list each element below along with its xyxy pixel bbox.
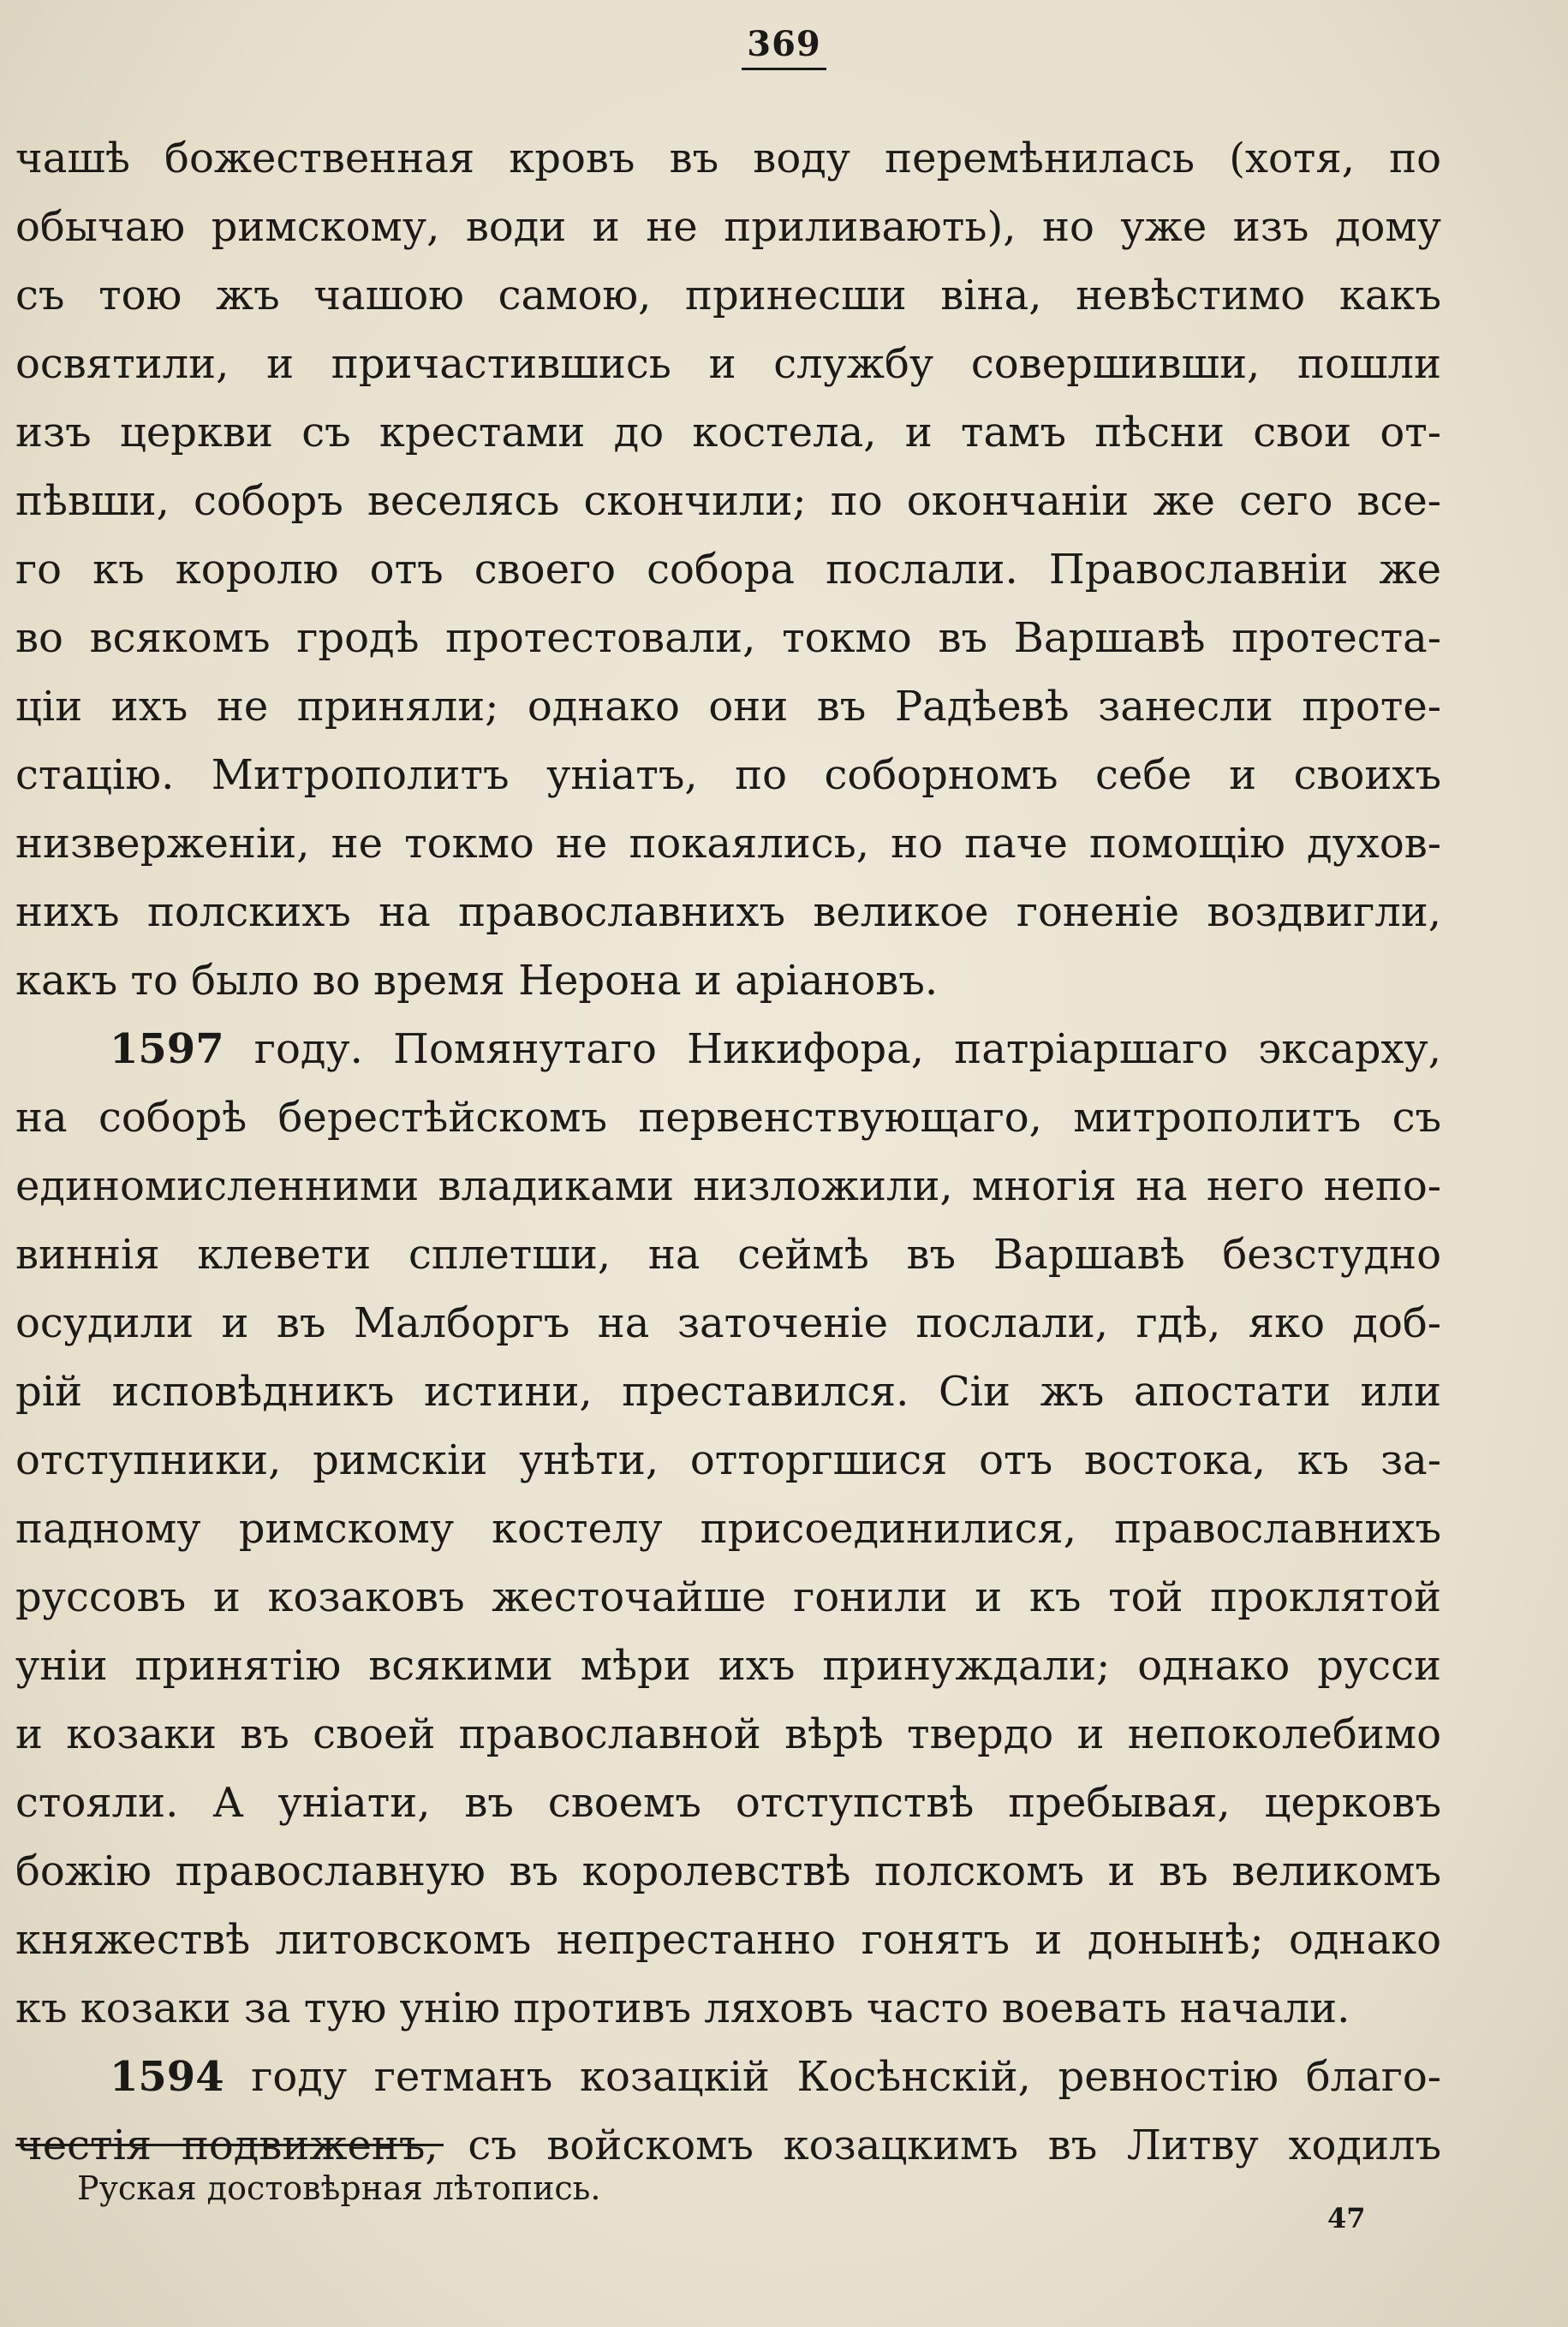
text-line: рій исповѣдникъ истини, преставился. Сіи жъ апостати или: [15, 1368, 1441, 1416]
year-1594: 1594: [110, 2053, 224, 2101]
signature-line: Руская достовѣрная лѣтопись.: [77, 2169, 601, 2207]
paragraph-1597-first-line: 1597 году. Помянутаго Никифора, патріаршаго эксарху,: [110, 1025, 1441, 1073]
text-line: обычаю римскому, води и не приливають), но уже изъ дому: [15, 203, 1441, 251]
text-line: божію православную въ королевствѣ полскомъ и въ великомъ: [15, 1847, 1441, 1895]
text-line: съ тою жъ чашою самою, принесши віна, невѣстимо какъ: [15, 271, 1441, 319]
text-line: и козаки въ своей православной вѣрѣ твердо и непоколебимо: [15, 1710, 1441, 1758]
text-line: единомисленними владиками низложили, многія на него непо-: [15, 1162, 1441, 1210]
text-line: пѣвши, соборъ веселясь скончили; по окончаніи же сего все-: [15, 477, 1441, 525]
text-line: уніи принятію всякими мѣри ихъ принуждали; однако русси: [15, 1642, 1441, 1690]
body-text: [15, 124, 1441, 2180]
text-line: изъ церкви съ крестами до костела, и тамъ пѣсни свои от-: [15, 409, 1441, 456]
text-line: виннія клевети сплетши, на сеймѣ въ Варшавѣ безстудно: [15, 1231, 1441, 1279]
text-line: къ козаки за тую унію противъ ляховъ часто воевать начали.: [15, 1984, 1350, 2032]
text-line: низверженіи, не токмо не покаялись, но паче помощію духов-: [15, 820, 1441, 868]
text-line: какъ то было во время Нерона и аріановъ.: [15, 957, 939, 1005]
text-line: стацію. Митрополитъ уніатъ, по соборномъ себе и своихъ: [15, 751, 1441, 799]
text-line: го къ королю отъ своего собора послали. Православніи же: [15, 546, 1441, 594]
text-line: княжествѣ литовскомъ непрестанно гонятъ и донынѣ; однако: [15, 1916, 1441, 1964]
text-line: нихъ полскихъ на православнихъ великое гоненіе воздвигли,: [15, 888, 1441, 936]
text-line: руссовъ и козаковъ жесточайше гонили и къ той проклятой: [15, 1573, 1441, 1621]
text-line: ціи ихъ не приняли; однако они въ Радѣевѣ занесли проте-: [15, 683, 1441, 731]
text-line: чашѣ божественная кровъ въ воду перемѣнилась (хотя, по: [15, 134, 1441, 182]
footnote-rule: [15, 2144, 444, 2146]
text-line: во всякомъ гродѣ протестовали, токмо въ Варшавѣ протеста-: [15, 614, 1441, 662]
text-line: осудили и въ Малборгъ на заточеніе послали, гдѣ, яко доб-: [15, 1299, 1441, 1347]
text-line: отступники, римскіи унѣти, отторгшися отъ востока, къ за-: [15, 1436, 1441, 1484]
year-1597: 1597: [110, 1025, 224, 1073]
text-line: честія подвиженъ, съ войскомъ козацкимъ въ Литву ходилъ: [15, 2121, 1441, 2169]
text-line: падному римскому костелу присоединилися, православнихъ: [15, 1505, 1441, 1553]
text-line: освятили, и причастившись и службу совершивши, пошли: [15, 340, 1441, 388]
text-line: на соборѣ берестѣйскомъ первенствующаго, митрополитъ съ: [15, 1094, 1441, 1142]
text-line: стояли. А уніати, въ своемъ отступствѣ пребывая, церковъ: [15, 1779, 1441, 1827]
paragraph-1594-first-line: 1594 году гетманъ козацкій Косѣнскій, ревностію благо-: [110, 2053, 1441, 2101]
sheet-number: 47: [1327, 2202, 1366, 2235]
page-number: 369: [0, 24, 1568, 64]
